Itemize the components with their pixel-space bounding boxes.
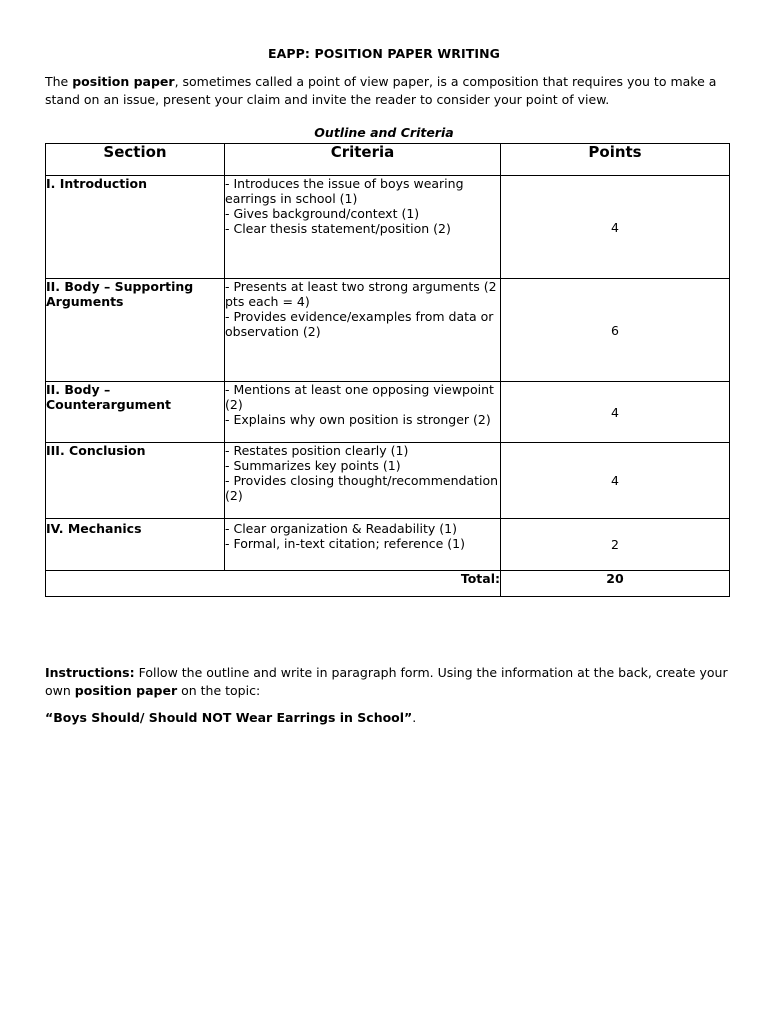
table-row [46,382,730,443]
header-points: Points [501,144,730,176]
table-row [46,279,730,382]
criteria-item: - Explains why own position is stronger (2) [225,412,491,427]
document-title: EAPP: POSITION PAPER WRITING [267,46,501,61]
instructions-bold-term: position paper [74,683,178,698]
criteria-item: - Mentions at least one opposing viewpoint (2) [225,382,494,412]
row-criteria [225,279,501,382]
row-points: 2 [501,519,730,571]
instructions-text-1: Follow the outline and write in paragraph form. Using the information at the back, create your own [45,665,728,698]
table-caption: Outline and Criteria [314,125,454,140]
instructions-text-2: on the topic: [177,683,261,698]
criteria-item: - Restates position clearly (1) [225,443,409,458]
row-criteria [225,382,501,443]
topic-text: “Boys Should/ Should NOT Wear Earrings in School” [45,710,413,725]
criteria-item: - Introduces the issue of boys wearing earrings in school (1) [225,176,464,206]
row-points: 4 [501,443,730,519]
table-row [46,176,730,279]
criteria-item: - Summarizes key points (1) [225,458,401,473]
criteria-item: - Provides closing thought/recommendation (2) [225,473,499,503]
rubric-table [45,143,730,597]
intro-bold-term: position paper [72,74,175,89]
row-criteria [225,519,501,571]
criteria-item: - Formal, in-text citation; reference (1) [225,536,466,551]
row-points: 6 [501,279,730,382]
intro-prefix: The [45,74,73,89]
header-criteria: Criteria [225,144,501,176]
total-value: 20 [501,571,730,597]
row-section: II. Body – Counterargument [46,382,225,443]
total-row [46,571,730,597]
row-section: III. Conclusion [46,443,225,519]
topic-line [45,709,416,727]
table-row [46,443,730,519]
criteria-item: - Clear thesis statement/position (2) [225,221,451,236]
row-points: 4 [501,382,730,443]
total-label: Total: [46,571,501,597]
header-section: Section [46,144,225,176]
row-section: I. Introduction [46,176,225,279]
row-section: II. Body – Supporting Arguments [46,279,225,382]
intro-paragraph [45,73,735,109]
criteria-item: - Gives background/context (1) [225,206,420,221]
criteria-item: - Provides evidence/examples from data or observation (2) [225,309,494,339]
criteria-item: - Clear organization & Readability (1) [225,521,457,536]
row-criteria [225,443,501,519]
row-criteria [225,176,501,279]
row-points: 4 [501,176,730,279]
row-section: IV. Mechanics [46,519,225,571]
table-header-row [46,144,730,176]
intro-suffix: , sometimes called a point of view paper, is a composition that requires you to make a stand on an issue, present your claim and invite the reader to consider your point of view. [45,74,717,107]
criteria-item: - Presents at least two strong arguments (2 pts each = 4) [225,279,497,309]
instructions-label: Instructions: [45,665,135,680]
table-row [46,519,730,571]
instructions-paragraph [45,664,735,700]
topic-suffix: . [412,710,417,725]
